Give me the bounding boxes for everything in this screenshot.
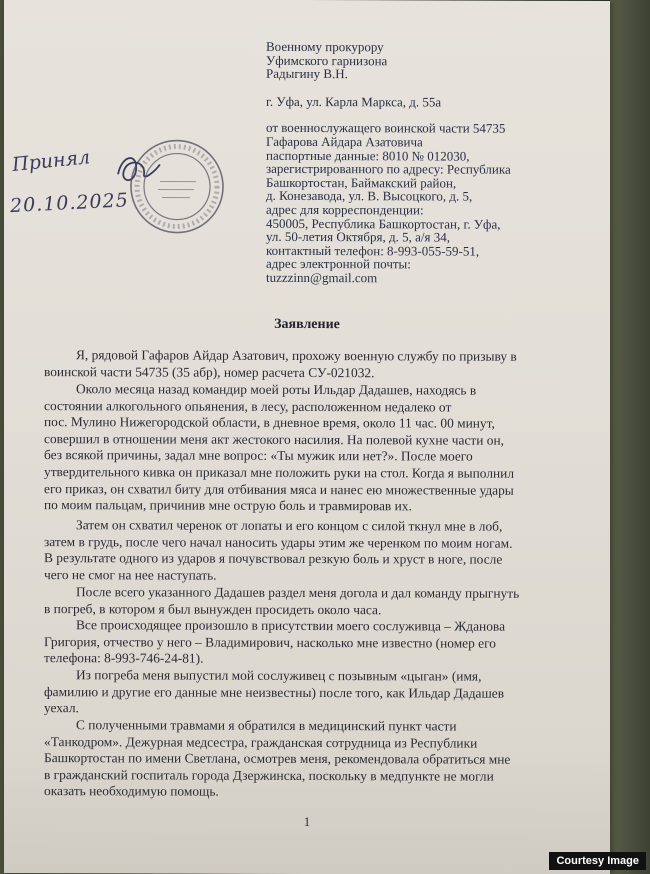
text-line: его приказ, он схватил биту для отбивания мяса и нанес ею множественные удары — [44, 480, 514, 498]
text-line: уехал. — [44, 700, 79, 716]
paragraph — [44, 717, 586, 802]
stamp-icon — [124, 133, 230, 239]
recipient-line: Военному прокурору — [266, 38, 384, 55]
background-surface — [610, 0, 650, 874]
text-line: Из погреба меня выпустил мой сослуживец с позывным «цыган» (имя, — [76, 667, 482, 684]
recipient-line: Радыгину В.Н. — [266, 66, 348, 82]
text-line: утвердительного кивка он приказал мне положить руки на стол. Когда я выполнил — [44, 464, 515, 481]
handwritten-date: 20.10.2025 — [9, 189, 130, 218]
sender-line: д. Конезавода, ул. В. Высоцкого, д. 5, — [266, 188, 473, 204]
sender-line: зарегистрированного по адресу: Республика — [266, 161, 511, 177]
text-line: воинской части 54735 (35 абр), номер расчета СУ-021032. — [44, 363, 375, 380]
recipient-address: г. Уфа, ул. Карла Маркса, д. 55а — [266, 93, 442, 110]
text-line: После всего указанного Дадашев раздел меня догола и дал команду прыгнуть — [76, 584, 520, 601]
text-line: С полученными травмами я обратился в медицинский пункт части — [76, 717, 457, 734]
page-number: 1 — [303, 813, 311, 830]
sender-line: Башкортостан, Баймакский район, — [266, 174, 457, 191]
sender-line: от военнослужащего воинской части 54735 — [266, 120, 506, 137]
text-line: фамилию и другие его данные мне неизвестны) после того, как Ильдар Дадашев — [44, 683, 505, 701]
paragraph — [44, 381, 586, 516]
paragraph — [44, 584, 586, 619]
recipient-line: Уфимского гарнизона — [266, 52, 388, 68]
document-page — [4, 0, 610, 874]
text-line: пос. Мулино Нижегородской области, в дневное время, около 11 час. 00 минут, — [44, 414, 495, 431]
handwritten-note: Принял — [11, 146, 92, 177]
address-block — [266, 40, 606, 286]
text-line: Все происходящее произошло в присутствии моего сослуживца – Жданова — [76, 617, 506, 634]
sender-line: контактный телефон: 8-993-055-59-51, — [266, 242, 480, 259]
sender-line: ул. 50-летия Октября, д. 5, а/я 34, — [266, 228, 450, 245]
sender-line: 450005, Республика Башкортостан, г. Уфа, — [266, 215, 501, 232]
text-line: по моим пальцам, причинив мне острую боль и травмировав их. — [44, 497, 412, 514]
image-credit: Courtesy Image — [549, 852, 646, 870]
text-line: оказать необходимую помощь. — [44, 783, 219, 800]
text-line: Затем он схватил черенок от лопаты и его концом с силой ткнул мне в лоб, — [76, 517, 503, 534]
text-line: без всякой причины, задал мне вопрос: «Ты мужик или нет?». После моего — [44, 447, 473, 464]
paragraph — [44, 617, 586, 669]
text-line: в погреб, в котором я был вынужден просидеть около часа. — [44, 600, 382, 617]
text-line: состоянии алкогольного опьянения, в лесу, расположенном недалеко от — [44, 397, 452, 415]
sender-line: адрес электронной почты: — [266, 256, 411, 272]
paragraph — [44, 517, 586, 585]
text-line: Григория, отчество у него – Владимирович, насколько мне известно (номер его — [44, 633, 496, 651]
document-title: Заявление — [274, 316, 340, 333]
text-line: совершил в отношении меня акт жестокого насилия. На полевой кухне части он, — [44, 430, 504, 448]
paragraph — [44, 667, 586, 719]
text-line: Около месяца назад командир моей роты Ильдар Дадашев, находясь в — [76, 381, 477, 398]
text-line: телефона: 8-993-746-24-81). — [44, 650, 204, 666]
text-line: «Танкодром». Дежурная медсестра, гражданская сотрудница из Республики — [44, 733, 478, 751]
sender-line: Гафарова Айдара Азатовича — [266, 133, 423, 150]
text-line: Башкортостан по имени Светлана, осмотрев меня, рекомендовала обратиться мне — [44, 750, 511, 767]
text-line: затем в грудь, после чего начал наносить удары этим же черенком по моим ногам. — [44, 533, 513, 551]
sender-line: адрес для корреспонденции: — [266, 201, 424, 218]
text-line: в гражданский госпиталь города Дзержинска, поскольку в медпункте не могли — [44, 766, 494, 784]
text-line: Я, рядовой Гафаров Айдар Азатович, прохожу военную службу по призыву в — [76, 347, 517, 364]
sender-line: паспортные данные: 8010 № 012030, — [266, 147, 470, 164]
sender-email: tuzzzinn@gmail.com — [266, 269, 378, 286]
text-line: чего не смог на нее наступать. — [44, 566, 217, 583]
paragraph — [44, 347, 586, 382]
text-line: В результате одного из ударов я почувствовал резкую боль и хруст в ноге, после — [44, 550, 503, 567]
